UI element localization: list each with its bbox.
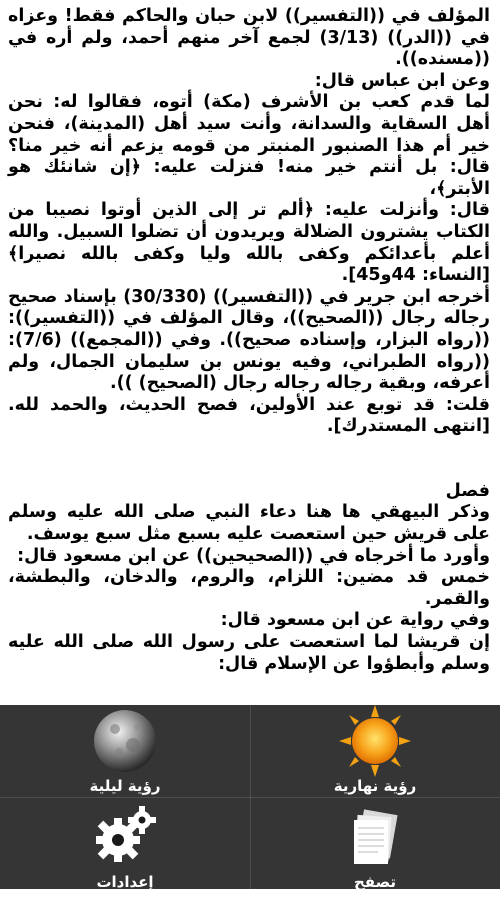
paragraph: خمس قد مضين: اللزام، والروم، والدخان، والبطشة، والقمر. [8,567,490,609]
paragraph: وفي رواية عن ابن مسعود قال: [220,610,490,631]
moon-icon [86,705,164,777]
pages-icon [336,801,414,873]
paragraph: لما قدم كعب بن الأشرف (مكة) أتوه، فقالوا له: نحن أهل السقاية والسدانة، وأنت سيد أهل (المدينة)، فنحن خير أم هذا الصنبور المنبتر من قومه يزعم أنه خير منا؟ قال: بل أنتم خير منه! فنزلت عليه: ﴿إن شانئك هو الأبتر﴾، [8,92,490,199]
paragraph: وأورد ما أخرجاه في ((الصحيحين)) عن ابن مسعود قال: [17,545,490,566]
browse-button[interactable] [250,801,500,897]
browse-label: تصفح [353,873,397,891]
paragraph: وذكر البيهقي ها هنا دعاء النبي صلى الله عليه وسلم على قريش حين استعصت عليه بسبع مثل سبع يوسف. [8,502,490,545]
paragraph: وعن ابن عباس قال: [314,70,490,91]
paragraph: أخرجه ابن جرير في ((التفسير)) (30/330) بإسناد صحيح رجاله رجال ((الصحيح))، وقال المؤلف في ((التفسير)): ((رواه البزار، وإسناده صحيح)). وفي ((المجمع)) (7/6): ((رواه الطبراني، وفيه يونس بن سليمان الجمال، ولم أعرفه، وبقية رجاله رجاله رجال (الصحيح) )). [8,286,490,394]
day-view-button[interactable] [250,705,500,801]
sun-icon [336,705,414,777]
blank-line [8,438,490,481]
night-view-label: رؤية ليلية [89,777,161,795]
settings-button[interactable] [0,801,250,897]
night-view-button[interactable] [0,705,250,801]
gears-icon [86,801,164,873]
paragraph: قلت: قد توبع عند الأولين، فصح الحديث، والحمد لله. [انتهى المستدرك]. [8,394,490,437]
paragraph: إن قريشا لما استعصت على رسول الله صلى الله عليه وسلم وأبطؤوا عن الإسلام قال: [8,632,490,674]
settings-label: إعدادات [96,873,154,891]
paragraph: المؤلف في ((التفسير)) لابن حبان والحاكم فقط! وعزاه في ((الدر)) (3/13) لجمع آخر منهم أحمد، ولم أره في ((مسنده)). [8,6,491,70]
menu-divider-horizontal [0,797,500,798]
section-heading: فصل [445,480,490,501]
day-view-label: رؤية نهارية [333,777,417,795]
quran-quote-paragraph: قال: وأنزلت عليه: ﴿ألم تر إلى الذين أوتوا نصيبا من الكتاب يشترون الضلالة ويريدون أن تضلوا السبيل. والله أعلم بأعدائكم وكفى بالله وليا وكفى بالله نصيرا﴾ [النساء: 44و45]. [8,200,490,286]
